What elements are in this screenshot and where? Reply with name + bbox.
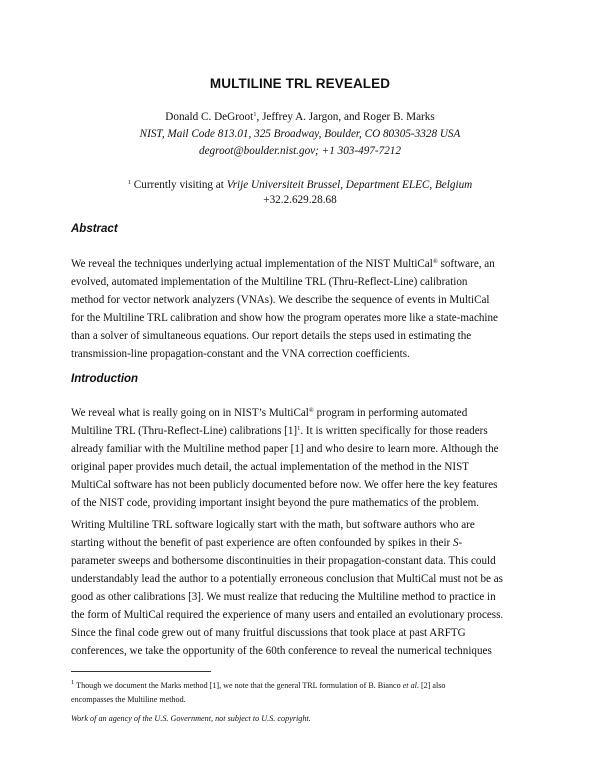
- author-line: [0, 110, 600, 124]
- author-1-footnote-mark: 1: [253, 111, 257, 118]
- author-1: Donald C. DeGroot: [165, 111, 254, 123]
- footnote-line: encompasses the Multiline method.: [71, 695, 186, 704]
- abstract-line: transmission-line propagation-constant and the VNA correction coefficients.: [71, 348, 410, 360]
- abstract-line: than a solver of simultaneous equations. Our report details the steps used in estimating the: [71, 330, 472, 342]
- copyright-notice: Work of an agency of the U.S. Government, not subject to U.S. copyright.: [71, 714, 311, 723]
- paper-title: MULTILINE TRL REVEALED: [209, 76, 391, 91]
- abstract-body: [71, 255, 539, 363]
- paragraph-line: parameter sweeps and bothersome discontinuities in their propagation-constant data. This could: [71, 555, 496, 567]
- visiting-footnote-mark: 1: [127, 179, 131, 186]
- contact-info: degroot@boulder.nist.gov; +1 303-497-7212: [198, 145, 401, 157]
- visiting-place: Vrije Universiteit Brussel, Department ELEC, Belgium: [226, 179, 473, 191]
- registered-mark: ®: [432, 258, 438, 265]
- paragraph-line: conferences, we take the opportunity of the 60th conference to reveal the numerical techniques: [71, 645, 492, 657]
- introduction-heading: Introduction: [71, 373, 139, 385]
- abstract-line: We reveal the techniques underlying actual implementation of the NIST MultiCal® software, an: [71, 258, 495, 270]
- footnote-mark: 1: [71, 679, 75, 686]
- abstract-heading: Abstract: [71, 223, 118, 235]
- footnote-line: $^1$ Though we document the Marks method [1], we note that the general TRL formulation of B. Bianco et al. [2] also: [71, 679, 446, 690]
- paragraph-line: Since the final code grew out of many fruitful discussions that took place at past ARFTG: [71, 627, 466, 639]
- affiliation: NIST, Mail Code 813.01, 325 Broadway, Boulder, CO 80305-3328 USA: [139, 128, 461, 140]
- paragraph-line: already familiar with the Multiline method paper [1] and who desire to learn more. Although the: [71, 443, 499, 455]
- introduction-paragraph-1: [71, 404, 539, 512]
- introduction-paragraph-2: [71, 516, 539, 660]
- paragraph-line: good as other calibrations [3]. We must realize that reducing the Multiline method to practice in: [71, 591, 496, 603]
- visiting-note: [0, 178, 600, 192]
- abstract-line: evolved, automated implementation of the Multiline TRL (Thru-Reflect-Line) calibration: [71, 276, 468, 288]
- other-authors: , Jeffrey A. Jargon, and Roger B. Marks: [256, 111, 435, 123]
- paragraph-line: MultiCal software has not been publicly documented before now. We offer here the key features: [71, 479, 498, 491]
- paragraph-line: original paper provides much detail, the actual implementation of the method in the NIST: [71, 461, 470, 473]
- visiting-text: Currently visiting at: [130, 179, 227, 191]
- registered-mark: ®: [308, 407, 314, 414]
- abstract-line: method for vector network analyzers (VNAs). We describe the sequence of events in MultiCal: [71, 294, 490, 306]
- paragraph-line: Multiline TRL (Thru-Reflect-Line) calibrations $[1]^1$. It is written specifically for those readers: [71, 425, 488, 437]
- paragraph-line: We reveal what is really going on in NIST’s MultiCal® program in performing automated: [71, 407, 468, 419]
- paragraph-line: understandably lead the author to a potentially erroneous conclusion that MultiCal must not be as: [71, 573, 503, 585]
- paragraph-line: the form of MultiCal required the experience of many users and entailed an evolutionary process.: [71, 609, 504, 621]
- footnote: [71, 679, 541, 707]
- paragraph-line: of the NIST code, providing important insight beyond the pure mathematics of the problem.: [71, 497, 480, 509]
- footnote-mark: 1: [297, 425, 301, 432]
- abstract-line: for the Multiline TRL calibration and show how the program operates more like a state-machine: [71, 312, 498, 324]
- visiting-phone: +32.2.629.28.68: [263, 194, 337, 206]
- paragraph-line: Writing Multiline TRL software logically start with the math, but software authors who are: [71, 519, 475, 531]
- paragraph-line: starting without the benefit of past experience are often confounded by spikes in their S-: [71, 537, 463, 549]
- footnote-divider: [71, 671, 211, 672]
